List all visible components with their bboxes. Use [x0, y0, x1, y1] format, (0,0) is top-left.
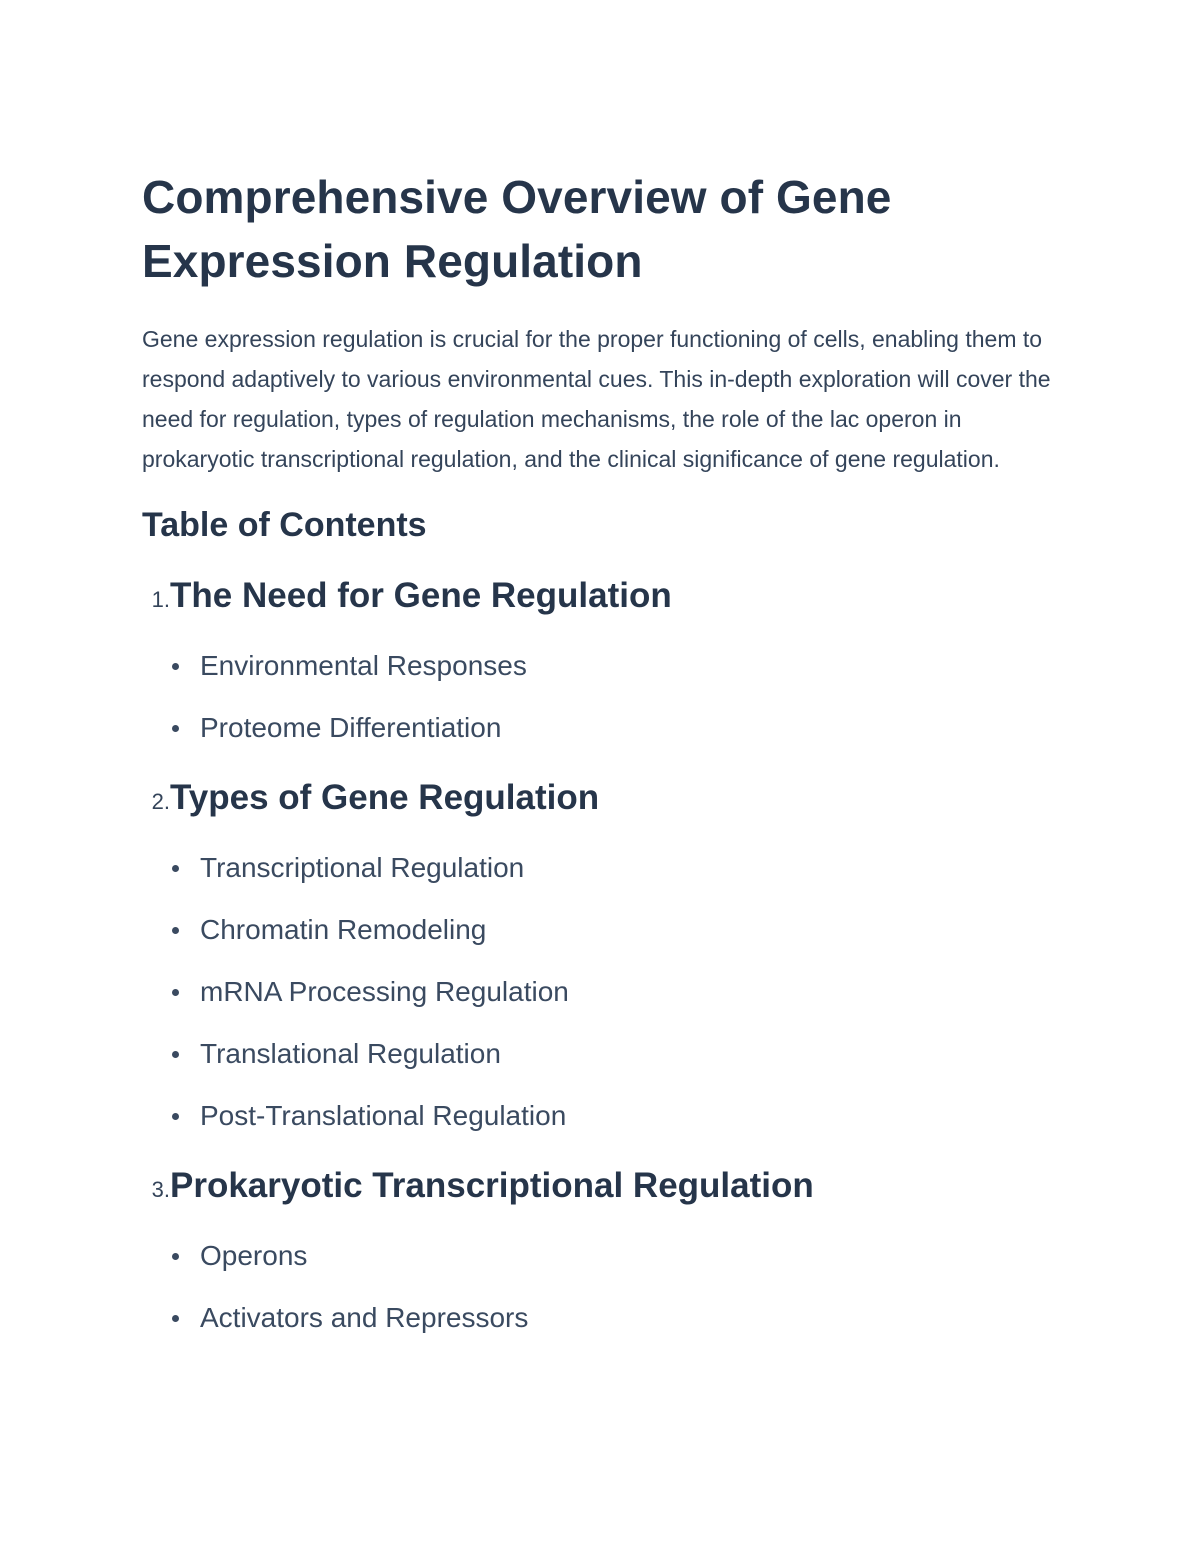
- section-title: The Need for Gene Regulation: [170, 576, 672, 615]
- bullet-icon: [172, 1051, 179, 1058]
- section-heading: [142, 767, 1062, 829]
- list-item-label: Chromatin Remodeling: [200, 914, 487, 945]
- list-item-label: Translational Regulation: [200, 1038, 501, 1069]
- list-item-label: Transcriptional Regulation: [200, 852, 525, 883]
- section-number: 2.: [151, 789, 170, 814]
- bullet-icon: [172, 865, 179, 872]
- toc-section-1: [142, 565, 1062, 759]
- section-heading: [142, 1155, 1062, 1217]
- list-item-label: Post-Translational Regulation: [200, 1100, 567, 1131]
- bullet-icon: [172, 927, 179, 934]
- list-item: [142, 1085, 1062, 1147]
- section-number: 1.: [151, 587, 170, 612]
- list-item: [142, 697, 1062, 759]
- bullet-list: [142, 1225, 1062, 1349]
- bullet-icon: [172, 989, 179, 996]
- intro-paragraph: Gene expression regulation is crucial for the proper functioning of cells, enabling them to respond adaptively to various environmental cues. This in-depth exploration will cover the need for regulation, types of regulation mechanisms, the role of the lac operon in prokaryotic transcriptional regulation, and the clinical significance of gene regulation.: [142, 326, 1051, 472]
- section-number: 3.: [151, 1177, 170, 1202]
- list-item-label: mRNA Processing Regulation: [200, 976, 569, 1007]
- list-item: [142, 635, 1062, 697]
- list-item-label: Proteome Differentiation: [200, 712, 502, 743]
- list-item: [142, 1023, 1062, 1085]
- list-item: [142, 837, 1062, 899]
- bullet-icon: [172, 725, 179, 732]
- bullet-icon: [172, 1253, 179, 1260]
- list-item: [142, 1287, 1062, 1349]
- page-title: Comprehensive Overview of Gene Expression Regulation: [142, 171, 892, 287]
- list-item-label: Operons: [200, 1240, 308, 1271]
- toc-section-2: [142, 767, 1062, 1147]
- section-title: Prokaryotic Transcriptional Regulation: [170, 1166, 814, 1205]
- toc-section-3: [142, 1155, 1062, 1349]
- list-item: [142, 899, 1062, 961]
- bullet-icon: [172, 1315, 179, 1322]
- document-page: [142, 165, 1062, 1349]
- bullet-icon: [172, 1113, 179, 1120]
- bullet-list: [142, 635, 1062, 759]
- toc-heading: Table of Contents: [142, 506, 427, 544]
- list-item: [142, 1225, 1062, 1287]
- list-item: [142, 961, 1062, 1023]
- bullet-icon: [172, 663, 179, 670]
- section-title: Types of Gene Regulation: [170, 778, 600, 817]
- list-item-label: Activators and Repressors: [200, 1302, 529, 1333]
- list-item-label: Environmental Responses: [200, 650, 527, 681]
- section-heading: [142, 565, 1062, 627]
- bullet-list: [142, 837, 1062, 1147]
